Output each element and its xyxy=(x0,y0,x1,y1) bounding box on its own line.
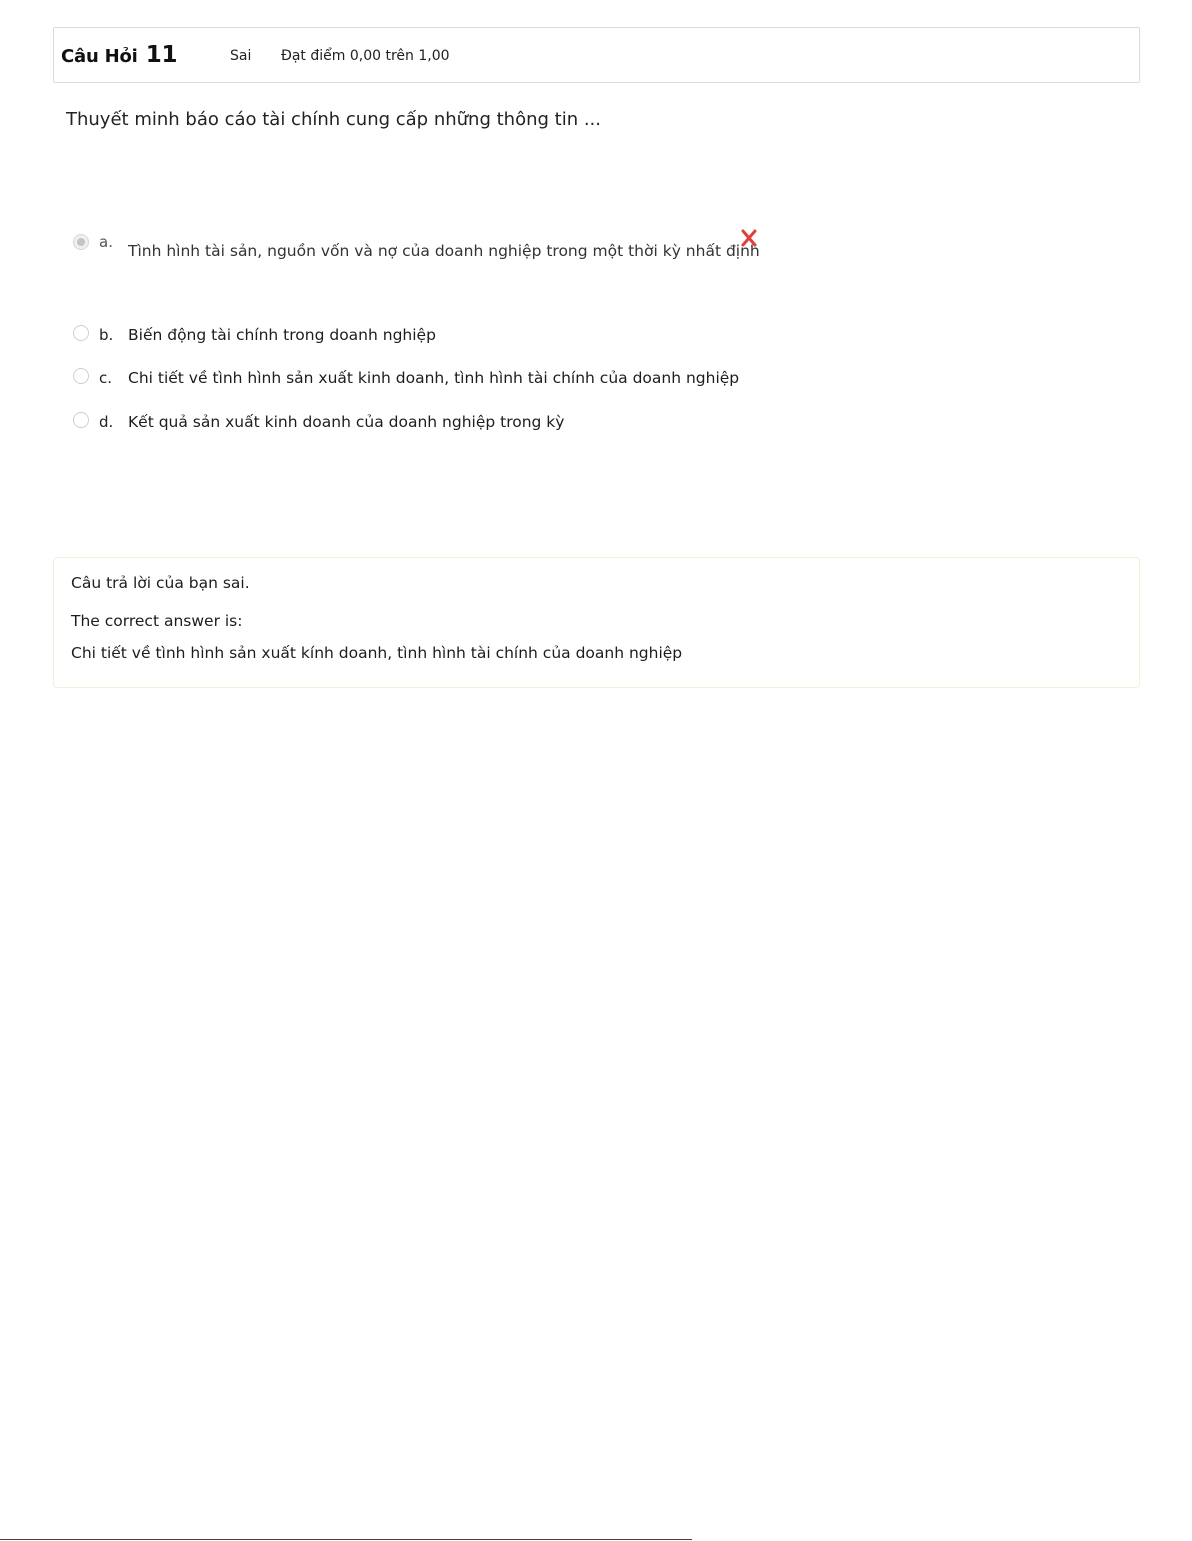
question-number: 11 xyxy=(145,42,178,68)
answer-option-d[interactable] xyxy=(73,412,793,436)
answer-letter-a: a. xyxy=(99,233,113,251)
question-text: Thuyết minh báo cáo tài chính cung cấp những thông tin ... xyxy=(66,109,601,130)
correct-answer-text: Chi tiết về tình hình sản xuất kính doanh, tình hình tài chính của doanh nghiệp xyxy=(71,644,683,662)
answer-letter-c: c. xyxy=(99,369,113,387)
answer-option-b[interactable] xyxy=(73,325,793,349)
correct-answer-label: The correct answer is: xyxy=(71,612,243,630)
answer-letter-d: d. xyxy=(99,413,114,431)
question-title-prefix: Câu Hỏi xyxy=(61,46,138,67)
question-info-box xyxy=(53,27,1140,83)
answer-text-c: Chi tiết về tình hình sản xuất kinh doanh, tình hình tài chính của doanh nghiệp xyxy=(128,369,740,387)
answer-option-a[interactable] xyxy=(73,234,793,258)
question-title xyxy=(61,42,177,68)
feedback-box xyxy=(53,557,1140,688)
answer-text-b: Biến động tài chính trong doanh nghiệp xyxy=(128,326,436,344)
answer-option-c[interactable] xyxy=(73,368,793,392)
radio-d[interactable] xyxy=(73,412,89,428)
incorrect-x-icon xyxy=(739,228,759,248)
radio-c[interactable] xyxy=(73,368,89,384)
question-grade: Đạt điểm 0,00 trên 1,00 xyxy=(281,48,450,64)
question-state: Sai xyxy=(230,48,252,64)
answer-letter-b: b. xyxy=(99,326,114,344)
radio-a[interactable] xyxy=(73,234,89,250)
radio-b[interactable] xyxy=(73,325,89,341)
answer-text-d: Kết quả sản xuất kinh doanh của doanh nghiệp trong kỳ xyxy=(128,413,565,431)
answer-text-a: Tình hình tài sản, nguồn vốn và nợ của doanh nghiệp trong một thời kỳ nhất định xyxy=(128,242,760,260)
page-bottom-divider xyxy=(0,1539,692,1540)
feedback-result: Câu trả lời của bạn sai. xyxy=(71,574,250,592)
